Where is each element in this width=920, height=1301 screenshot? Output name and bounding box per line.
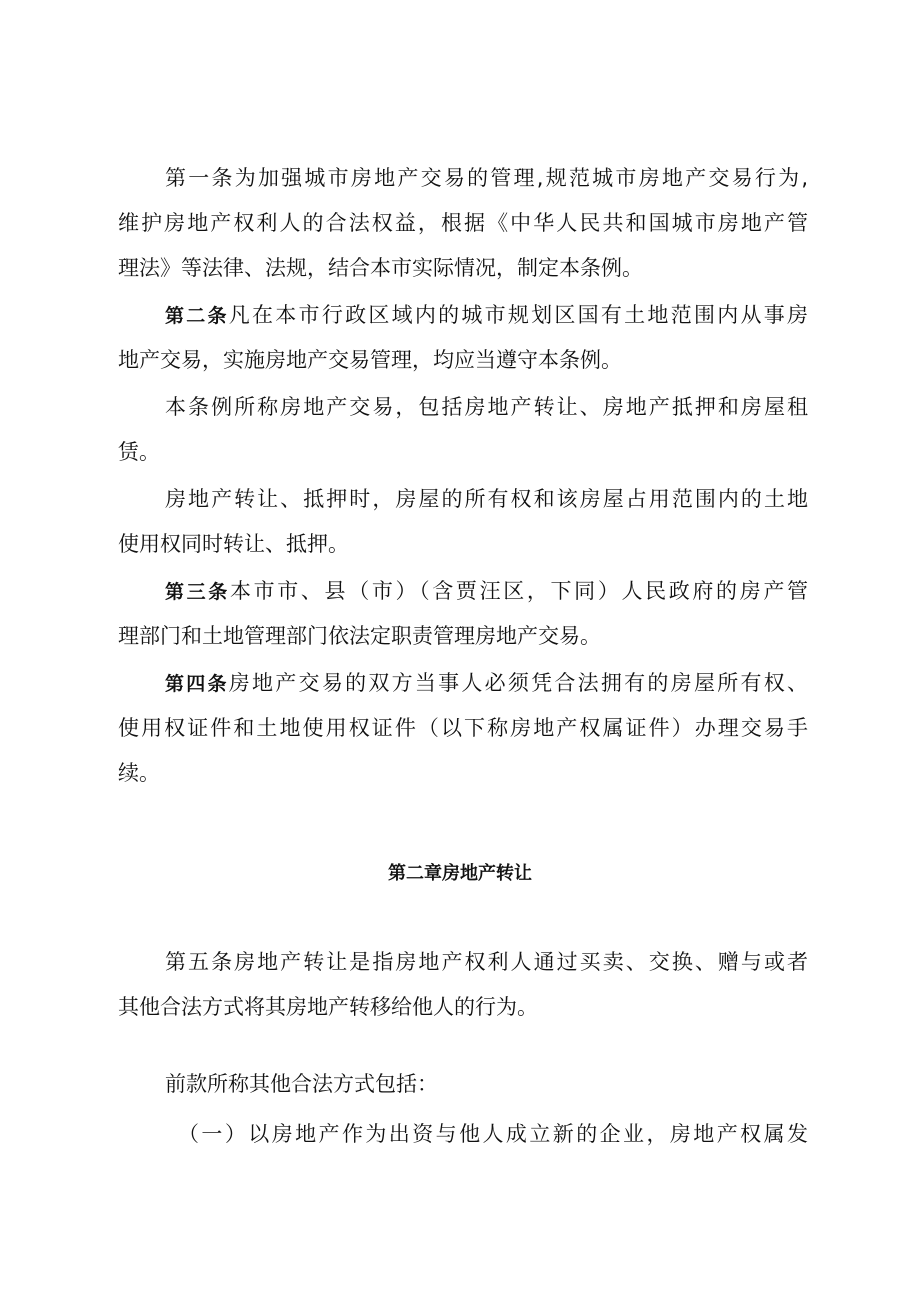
article-2-line-2: 地产交易，实施房地产交易管理，均应当遵守本条例。 bbox=[118, 348, 622, 372]
article-2-label: 第二条 bbox=[165, 305, 229, 327]
article-5-item-1: （一）以房地产作为出资与他人成立新的企业，房地产权属发 bbox=[178, 1122, 808, 1146]
article-2-para-2-line-1: 本条例所称房地产交易，包括房地产转让、房地产抵押和房屋租 bbox=[165, 395, 808, 419]
article-4-line-2: 使用权证件和土地使用权证件（以下称房地产权属证件）办理交易手 bbox=[118, 716, 808, 740]
article-2-para-3-line-2: 使用权同时转让、抵押。 bbox=[118, 532, 349, 556]
article-5-line-2: 其他合法方式将其房地产转移给他人的行为。 bbox=[118, 995, 538, 1019]
article-4-line-3: 续。 bbox=[118, 761, 160, 785]
article-2-para-3-line-1: 房地产转让、抵押时，房屋的所有权和该房屋占用范围内的土地 bbox=[165, 487, 808, 511]
article-5-para-2: 前款所称其他合法方式包括： bbox=[165, 1072, 438, 1096]
article-1-line-1: 第一条为加强城市房地产交易的管理,规范城市房地产交易行为, bbox=[165, 166, 808, 190]
article-3-line-1 bbox=[165, 576, 808, 606]
article-3-label: 第三条 bbox=[165, 581, 230, 603]
article-4-label: 第四条 bbox=[165, 673, 229, 695]
article-1-line-3: 理法》等法律、法规，结合本市实际情况，制定本条例。 bbox=[118, 256, 643, 280]
article-2-text: 凡在本市行政区域内的城市规划区国有土地范围内从事房 bbox=[228, 303, 808, 327]
article-1-line-2: 维护房地产权利人的合法权益，根据《中华人民共和国城市房地产管 bbox=[118, 211, 808, 235]
article-3-line-2: 理部门和土地管理部门依法定职责管理房地产交易。 bbox=[118, 624, 601, 648]
article-5-line-1: 第五条房地产转让是指房地产权利人通过买卖、交换、赠与或者 bbox=[165, 950, 808, 974]
article-4-text: 房地产交易的双方当事人必须凭合法拥有的房屋所有权、 bbox=[228, 671, 808, 695]
article-2-line-1 bbox=[165, 300, 808, 330]
article-3-text: 本市市、县（市）（含贾汪区，下同）人民政府的房产管 bbox=[229, 579, 808, 603]
chapter-2-title: 第二章房地产转让 bbox=[388, 863, 532, 884]
article-4-line-1 bbox=[165, 668, 808, 698]
article-2-para-2-line-2: 赁。 bbox=[118, 440, 160, 464]
